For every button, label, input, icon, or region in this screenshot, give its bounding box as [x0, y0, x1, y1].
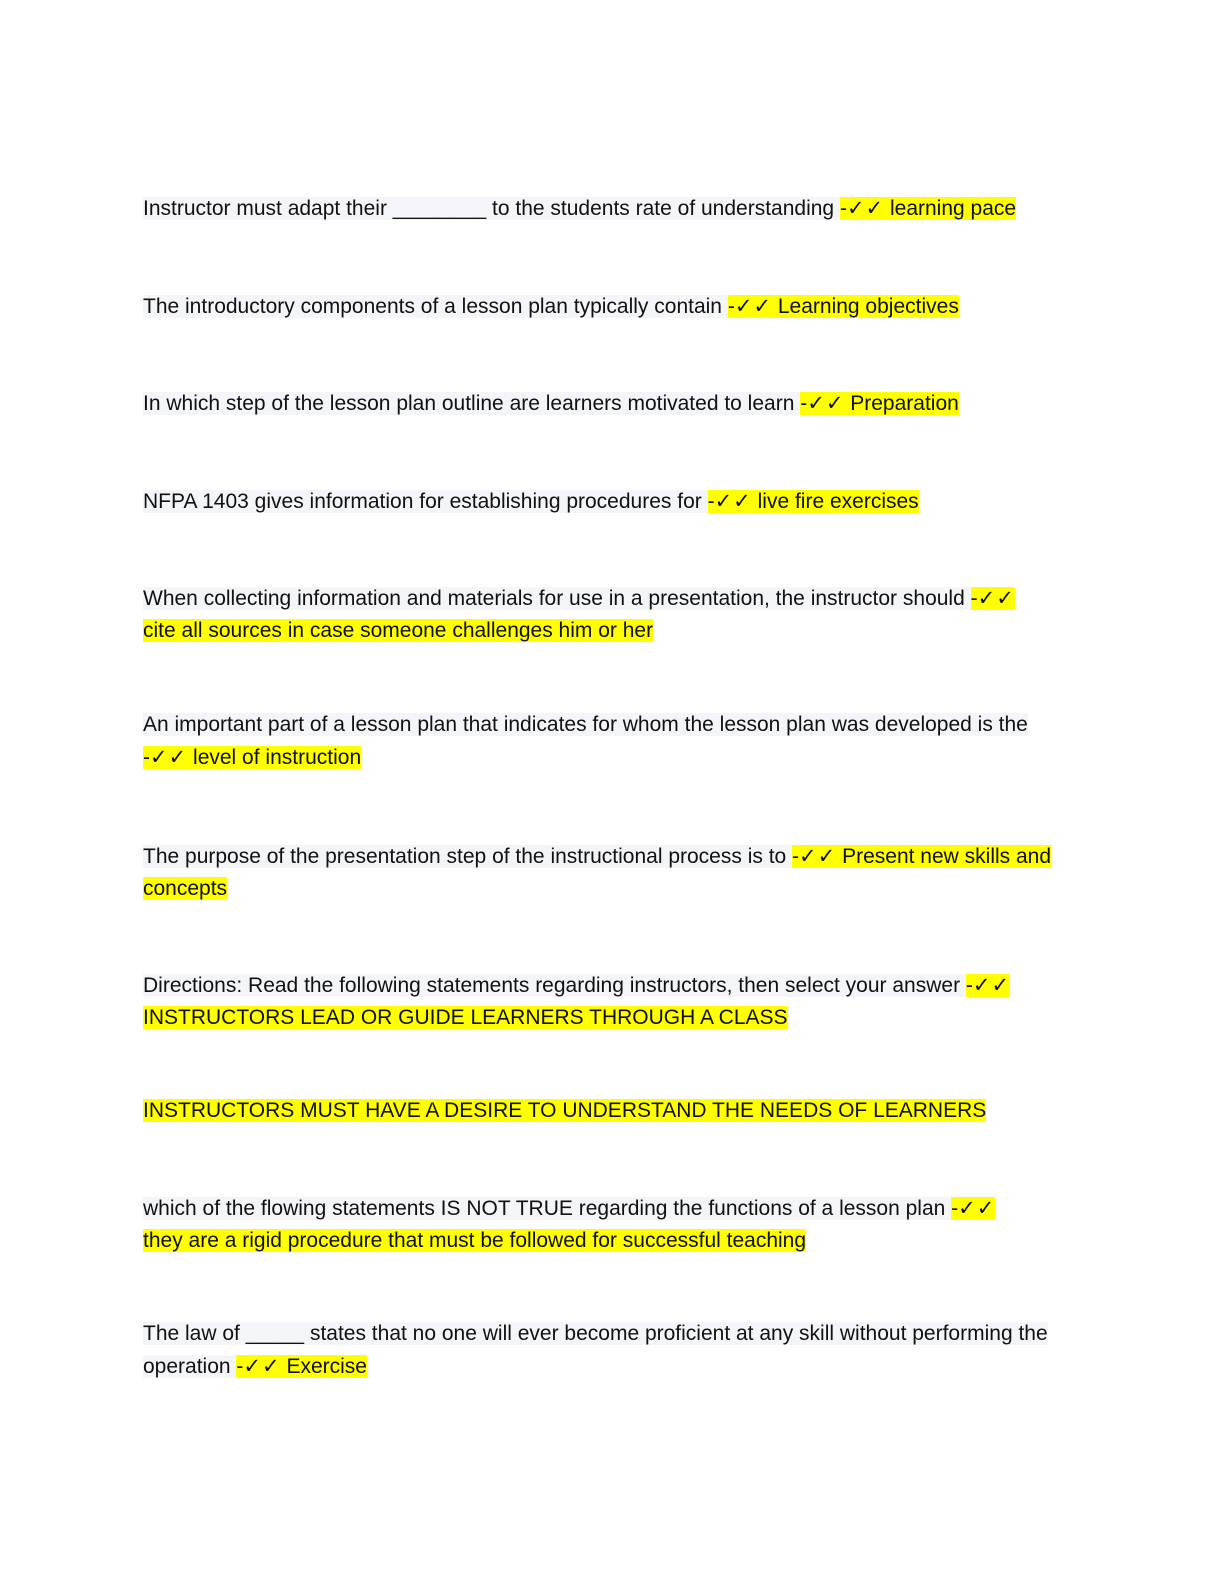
- double-check-icon: ✓✓: [846, 196, 885, 220]
- answer-separator: -: [965, 974, 973, 997]
- double-check-icon: ✓✓: [972, 973, 1011, 997]
- answer-text: INSTRUCTORS LEAD OR GUIDE LEARNERS THROUGH A CLASS: [143, 1006, 788, 1029]
- answer-highlight: [800, 392, 959, 415]
- answer-text: they are a rigid procedure that must be followed for successful teaching: [143, 1229, 807, 1252]
- qa-item: [143, 485, 1073, 518]
- question-text: NFPA 1403 gives information for establishing procedures for: [143, 490, 708, 513]
- answer-separator: -: [800, 392, 808, 415]
- answer-text: cite all sources in case someone challenges him or her: [143, 619, 654, 642]
- question-text: The introductory components of a lesson plan typically contain: [143, 295, 728, 318]
- qa-item: [143, 1192, 1073, 1257]
- answer-highlight: [728, 295, 959, 318]
- answer-highlight: [236, 1355, 367, 1378]
- qa-item: [143, 290, 1073, 323]
- question-text: An important part of a lesson plan that indicates for whom the lesson plan was developed is the: [143, 713, 1028, 736]
- qa-item: [143, 840, 1073, 905]
- answer-highlight: [708, 490, 919, 513]
- answer-highlight: [143, 746, 361, 769]
- answer-separator: -: [236, 1355, 244, 1378]
- answer-text: Exercise: [280, 1355, 367, 1378]
- double-check-icon: ✓✓: [734, 294, 773, 318]
- qa-item: [143, 1318, 1073, 1383]
- answer-highlight: [840, 197, 1016, 220]
- answer-text: live fire exercises: [751, 490, 919, 513]
- qa-item: [143, 969, 1073, 1034]
- qa-item: [143, 582, 1073, 647]
- answer-separator: -: [951, 1197, 959, 1220]
- question-text: Directions: Read the following statements regarding instructors, then select your answer: [143, 974, 966, 997]
- answer-text: learning pace: [884, 197, 1017, 220]
- answer-text: level of instruction: [187, 746, 362, 769]
- qa-item: [143, 709, 1073, 774]
- question-text: In which step of the lesson plan outline are learners motivated to learn: [143, 392, 801, 415]
- answer-separator: -: [839, 197, 847, 220]
- question-text: which of the flowing statements IS NOT TRUE regarding the functions of a lesson plan: [143, 1197, 952, 1220]
- double-check-icon: ✓✓: [714, 489, 752, 513]
- answer-highlight: INSTRUCTORS MUST HAVE A DESIRE TO UNDERSTAND THE NEEDS OF LEARNERS: [143, 1099, 987, 1122]
- qa-item: [143, 192, 1073, 225]
- double-check-icon: ✓✓: [977, 586, 1015, 610]
- qa-item: [143, 1095, 1073, 1127]
- double-check-icon: ✓✓: [243, 1354, 281, 1378]
- question-text: Instructor must adapt their ________ to the students rate of understanding: [143, 197, 840, 220]
- answer-separator: -: [792, 845, 800, 868]
- answer-text: Preparation: [844, 392, 959, 415]
- double-check-icon: ✓✓: [807, 391, 845, 415]
- double-check-icon: ✓✓: [150, 745, 188, 769]
- double-check-icon: ✓✓: [799, 844, 837, 868]
- question-text: The purpose of the presentation step of the instructional process is to: [143, 845, 793, 868]
- answer-text: Learning objectives: [772, 295, 959, 318]
- double-check-icon: ✓✓: [958, 1196, 996, 1220]
- answer-separator: -: [970, 587, 978, 610]
- question-text: The law of _____ states that no one will ever become proficient at any skill without performing the operation: [143, 1322, 1048, 1378]
- qa-item: [143, 387, 1073, 420]
- answer-separator: -: [727, 295, 735, 318]
- answer-text: Present new skills and concepts: [143, 845, 1052, 900]
- question-text: When collecting information and materials for use in a presentation, the instructor should: [143, 587, 971, 610]
- answer-separator: -: [707, 490, 715, 513]
- answer-separator: -: [143, 746, 150, 769]
